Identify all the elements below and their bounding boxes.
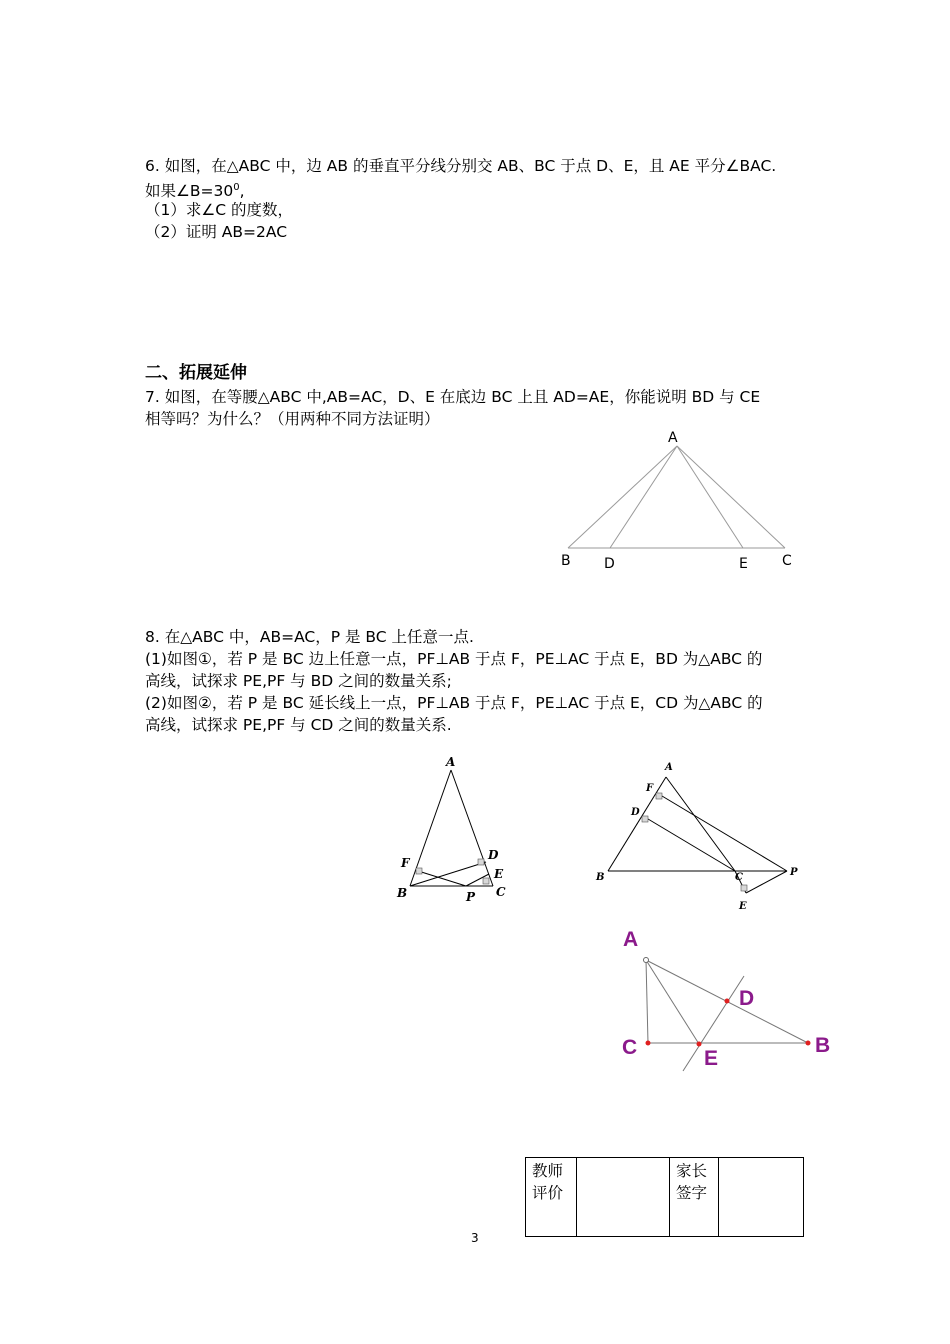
fig2-label-e: E <box>739 901 747 912</box>
teacher-eval-label <box>526 1158 577 1237</box>
parent-sign-cell[interactable] <box>719 1158 804 1237</box>
teacher-label-line1: 教师 <box>532 1162 564 1180</box>
fig2-label-p: P <box>790 867 798 878</box>
problem6-part2: （2）证明 AB=2AC <box>145 223 288 241</box>
label-c: C <box>782 553 792 569</box>
problem6-line1: 6. 如图，在△ABC 中，边 AB 的垂直平分线分别交 AB、BC 于点 D、E，且 AE 平分∠BAC. <box>145 157 777 175</box>
problem8-line5: 高线，试探求 PE,PF 与 CD 之间的数量关系. <box>145 716 452 734</box>
page-number: 3 <box>471 1231 479 1245</box>
parent-label-line2: 签字 <box>676 1184 708 1202</box>
fig3-label-d: D <box>739 987 755 1010</box>
problem8-line4: (2)如图②，若 P 是 BC 延长线上一点，PF⊥AB 于点 F，PE⊥AC 于点 E，CD 为△ABC 的 <box>145 694 763 712</box>
teacher-label-line2: 评价 <box>532 1184 564 1202</box>
fig3-point-a <box>644 958 649 963</box>
fig3-point-b <box>806 1041 811 1046</box>
problem7-line2: 相等吗？为什么？（用两种不同方法证明） <box>145 410 440 428</box>
fig2-label-a: A <box>665 762 673 773</box>
parent-label-line1: 家长 <box>676 1162 708 1180</box>
fig1-label-a: A <box>446 755 456 769</box>
fig3-point-d <box>725 999 730 1004</box>
signature-table <box>525 1157 804 1237</box>
fig3-label-c: C <box>622 1036 638 1059</box>
fig1-label-d: D <box>488 848 499 862</box>
problem8-line1: 8. 在△ABC 中，AB=AC，P 是 BC 上任意一点. <box>145 628 474 646</box>
fig1-label-p: P <box>466 890 476 904</box>
teacher-eval-cell[interactable] <box>577 1158 670 1237</box>
degree-superscript: 0 <box>233 182 240 193</box>
fig2-label-f: F <box>646 783 654 794</box>
problem6-line2-text: 如果∠B=30 <box>145 182 234 201</box>
fig1-label-c: C <box>496 885 506 899</box>
label-b: B <box>561 553 571 569</box>
fig3-label-b: B <box>815 1034 831 1057</box>
fig3-point-e <box>697 1042 702 1047</box>
fig3-label-a: A <box>623 928 639 951</box>
fig3-ac <box>646 960 648 1043</box>
fig3-label-e: E <box>704 1047 719 1070</box>
fig1-label-f: F <box>401 856 410 870</box>
label-e: E <box>739 556 748 572</box>
parent-sign-label <box>670 1158 719 1237</box>
fig3-ae <box>646 960 699 1044</box>
label-d: D <box>604 556 615 572</box>
fig2-label-c: C <box>735 872 743 883</box>
fig2-label-d: D <box>631 807 640 818</box>
fig3-point-c <box>646 1041 651 1046</box>
problem8-line3: 高线，试探求 PE,PF 与 BD 之间的数量关系; <box>145 672 452 690</box>
problem6-part1: （1）求∠C 的度数， <box>145 201 294 219</box>
fig1-label-e: E <box>494 867 504 881</box>
problem8-line2: (1)如图①，若 P 是 BC 边上任意一点，PF⊥AB 于点 F，PE⊥AC 于点 E，BD 为△ABC 的 <box>145 650 763 668</box>
section-heading: 二、拓展延伸 <box>145 363 247 383</box>
fig2-label-b: B <box>596 872 605 883</box>
label-a: A <box>668 430 678 446</box>
fig1-label-b: B <box>397 886 408 900</box>
problem6-line2-suffix: , <box>239 182 245 201</box>
problem7-line1: 7. 如图，在等腰△ABC 中,AB=AC，D、E 在底边 BC 上且 AD=AE，你能说明 BD 与 CE <box>145 388 761 406</box>
